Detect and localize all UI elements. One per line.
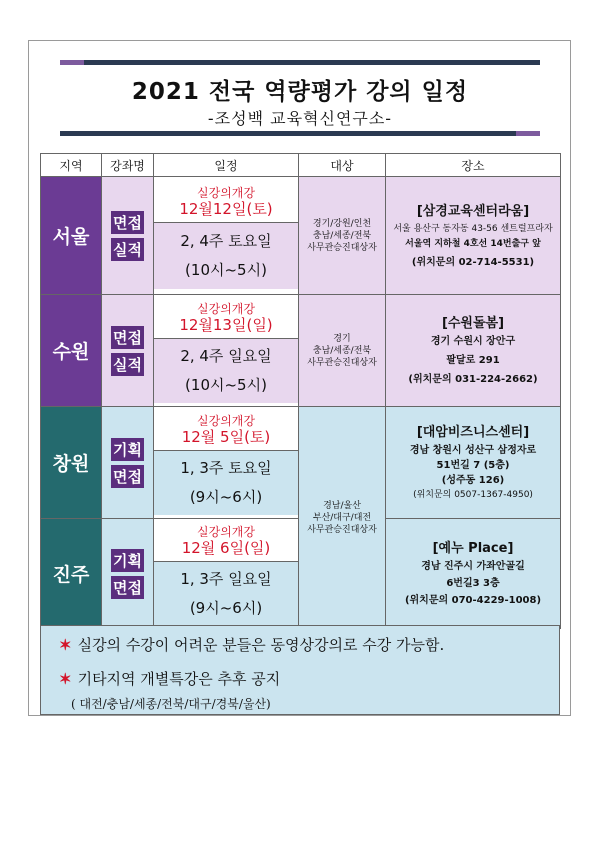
place-name: [삼경교육센터라움] [416,203,530,219]
target-line: 경기 [333,333,351,344]
place-phone: (위치문의 02-714-5531) [411,256,535,268]
place-phone: (위치문의 031-224-2662) [408,374,538,385]
schedule-weeks: 1, 3주 토요일 [180,459,272,477]
place-address: 경남 진주시 가좌안골길 [421,561,525,572]
schedule-hours: (10시~5시) [185,376,267,394]
top-rule-accent [60,60,84,65]
place-address: 경기 수원시 장안구 [430,336,516,347]
course-cell [102,519,154,629]
place-address: 서울 용산구 동자동 43-56 센트럴프라자 [393,223,553,234]
open-date: 12월 6일(일) [181,539,271,557]
note-text: 실강의 수강이 어려운 분들은 동영상강의로 수강 가능함. [77,636,445,654]
schedule-table [40,153,561,629]
target-line: 사무관승진대상자 [307,357,377,368]
star-icon: ✶ [59,636,72,654]
target-line: 충남/세종/전북 [312,230,372,241]
place-name: [수원돌봄] [441,316,505,331]
place-address: 51번길 7 (5층) [436,459,510,471]
place-address: 경남 창원시 성산구 삼정자로 [409,444,537,456]
open-date: 12월13일(일) [179,316,273,334]
target-line: 사무관승진대상자 [307,242,377,253]
course-tag: 기획 [111,438,144,461]
target-cell [299,295,386,407]
open-date: 12월12일(토) [179,200,273,218]
table-row [41,177,561,295]
place-cell [386,177,561,295]
schedule-weeks: 2, 4주 토요일 [180,232,272,250]
schedule-weeks: 2, 4주 일요일 [180,347,272,365]
place-phone: (위치문의 0507-1367-4950) [413,489,533,500]
note-line [59,668,280,689]
course-tag: 면접 [111,211,144,234]
open-date: 12월 5일(토) [181,428,271,446]
schedule-hours: (9시~6시) [189,488,263,506]
course-cell [102,407,154,519]
header-schedule: 일정 [154,154,299,177]
header-place: 장소 [386,154,561,177]
target-line: 충남/세종/전북 [312,345,372,356]
note-regions: ( 대전/충남/세종/전북/대구/경북/울산) [71,697,271,711]
table-row [41,407,561,519]
place-address: (성주동 126) [441,474,505,486]
open-label: 실강의개강 [197,186,255,200]
course-cell [102,295,154,407]
region-cell: 창원 [41,407,102,519]
region-cell: 서울 [41,177,102,295]
schedule-weeks: 1, 3주 일요일 [180,570,272,588]
top-rule [60,60,540,65]
place-cell [386,407,561,519]
schedule-hours: (10시~5시) [185,261,267,279]
header-course: 강좌명 [102,154,154,177]
course-tag: 면접 [111,576,144,599]
schedule-cell [154,519,299,629]
target-line: 사무관승진대상자 [307,524,377,535]
course-tag: 실적 [111,353,144,376]
open-label: 실강의개강 [197,525,255,539]
bottom-rule-accent [516,131,540,136]
table-header-row [41,154,561,177]
page-title: 2021 전국 역량평가 강의 일정 [131,79,469,105]
place-phone: (위치문의 070-4229-1008) [404,595,542,606]
schedule-cell [154,177,299,295]
target-line: 경남/울산 [323,500,361,511]
notes-box [40,625,560,715]
course-cell [102,177,154,295]
header-region: 지역 [41,154,102,177]
place-address: 6번길3 3층 [446,578,500,589]
region-cell: 수원 [41,295,102,407]
course-tag: 면접 [111,465,144,488]
place-cell [386,519,561,629]
open-label: 실강의개강 [197,302,255,316]
course-tag: 면접 [111,326,144,349]
place-name: [대암비즈니스센터] [416,424,530,440]
target-line: 부산/대구/대전 [312,512,372,523]
page-subtitle: -조성백 교육혁신연구소- [207,109,393,128]
course-tag: 기획 [111,549,144,572]
place-name: [예누 Place] [432,541,514,556]
target-cell [299,177,386,295]
region-cell: 진주 [41,519,102,629]
note-text: 기타지역 개별특강은 추후 공지 [77,670,281,688]
table-row [41,295,561,407]
target-cell-shared [299,407,386,629]
course-tag: 실적 [111,238,144,261]
note-line [59,634,444,655]
open-label: 실강의개강 [197,414,255,428]
place-address: 팔달로 291 [446,355,500,366]
place-cell [386,295,561,407]
bottom-rule [60,131,540,136]
schedule-cell [154,407,299,519]
schedule-cell [154,295,299,407]
place-address: 서울역 지하철 4호선 14번출구 앞 [405,238,541,249]
star-icon: ✶ [59,670,72,688]
schedule-hours: (9시~6시) [189,599,263,617]
target-line: 경기/강원/인천 [312,218,372,229]
header-target: 대상 [299,154,386,177]
